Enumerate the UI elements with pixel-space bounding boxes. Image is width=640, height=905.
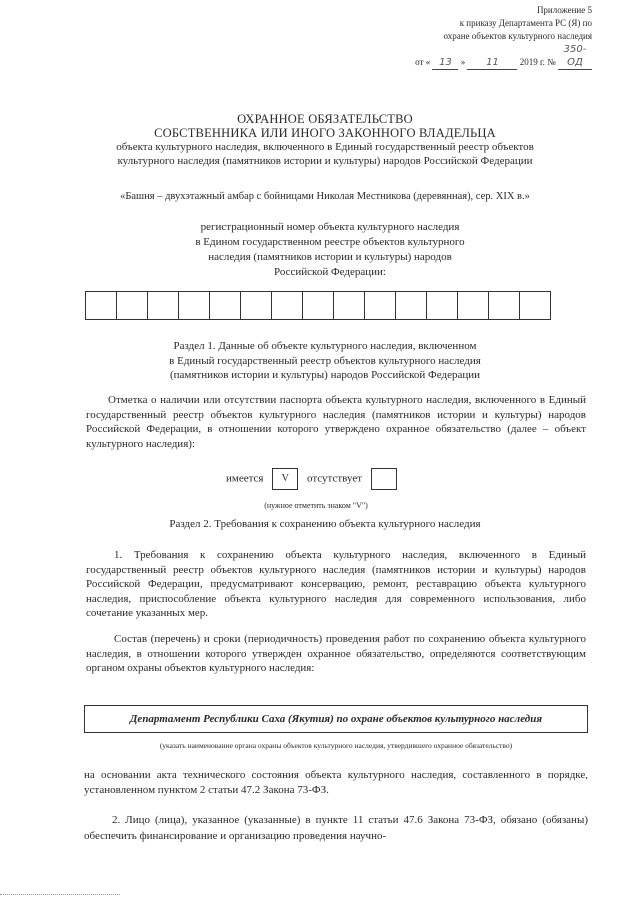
title-line4: культурного наследия (памятников истории и культуры) народов Российской Федерации <box>117 155 533 167</box>
reg-label-line4: Российской Федерации: <box>274 266 386 278</box>
order-number: 350-ОД <box>558 43 592 70</box>
reg-cell[interactable] <box>519 291 551 320</box>
reg-cell[interactable] <box>209 291 241 320</box>
appendix-date-line <box>360 43 592 70</box>
reg-cell[interactable] <box>333 291 365 320</box>
reg-cell[interactable] <box>178 291 210 320</box>
section1-line3: (памятников истории и культуры) народов Российской Федерации <box>169 369 480 381</box>
reg-label-line2: в Едином государственном реестре объектов культурного <box>195 236 465 248</box>
reg-cell[interactable] <box>488 291 520 320</box>
reg-number-label <box>140 220 520 280</box>
passport-choice-row <box>226 468 466 490</box>
section1-heading <box>80 339 570 383</box>
works-paragraph: Состав (перечень) и сроки (периодичность) проведения работ по сохранению объекта культурного наследия, в отношении которого утвержден охранное обязательство, определяются соответствующим органом охраны объектов культурного наследия: <box>86 633 586 674</box>
appendix-line2: к приказу Департамента РС (Я) по <box>459 18 592 28</box>
reg-cell[interactable] <box>240 291 272 320</box>
checkbox-hint: (нужное отметить знаком "V") <box>264 501 368 510</box>
date-mid: » <box>460 57 466 67</box>
section1-line1: Раздел 1. Данные об объекте культурного наследия, включенном <box>173 340 477 352</box>
passport-paragraph: Отметка о наличии или отсутствии паспорта объекта культурного наследия, включенного в Единый государственный реестр объектов культурного наследия (памятников истории и культуры) народов Российской Федерации, в отношении которого утверждено охранное обязательство (далее – объект культурного наследия): <box>86 394 586 450</box>
section1-line2: в Единый государственный реестр объектов культурного наследия <box>169 354 481 367</box>
title-line1: ОХРАННОЕ ОБЯЗАТЕЛЬСТВО <box>237 112 413 126</box>
title-line2: СОБСТВЕННИКА ИЛИ ИНОГО ЗАКОННОГО ВЛАДЕЛЬЦА <box>154 126 496 140</box>
requirements-paragraph: 1. Требования к сохранению объекта культурного наследия, включенного в Единый государственный реестр объектов культурного наследия (памятников истории и культуры) народов Российской Федерации, предусматривают консервацию, ремонт, реставрацию объекта культурного наследия, приспособление объекта культурного наследия для современного использования, либо сочетание указанных мер. <box>86 549 586 619</box>
authority-name-box: Департамент Республики Саха (Якутия) по охране объектов культурного наследия <box>84 705 588 733</box>
reg-cell[interactable] <box>147 291 179 320</box>
basis-paragraph: на основании акта технического состояния объекта культурного наследия, составленного в порядке, установленном пунктом 2 статьи 47.2 Закона 73-ФЗ. <box>84 769 588 796</box>
title-line3: объекта культурного наследия, включенного в Единый государственный реестр объектов <box>116 141 534 153</box>
obligation-paragraph: 2. Лицо (лица), указанное (указанные) в пункте 11 статьи 47.6 Закона 73-ФЗ, обязано (обязаны) обеспечить финансирование и организацию проведения научно- <box>84 814 588 842</box>
reg-cell[interactable] <box>85 291 117 320</box>
reg-cell[interactable] <box>426 291 458 320</box>
reg-label-line1: регистрационный номер объекта культурного наследия <box>200 221 460 233</box>
reg-cell[interactable] <box>457 291 489 320</box>
date-month: 11 <box>467 56 517 70</box>
document-title <box>40 112 610 168</box>
object-name: «Башня – двухэтажный амбар с бойницами Николая Местникова (деревянная), сер. XIX в.» <box>120 191 530 202</box>
date-year: 2019 г. № <box>519 57 556 67</box>
reg-cell[interactable] <box>395 291 427 320</box>
reg-label-line3: наследия (памятников истории и культуры) народов <box>208 251 452 263</box>
absent-checkbox[interactable] <box>371 468 397 490</box>
appendix-block <box>360 4 592 70</box>
absent-label: отсутствует <box>307 472 363 485</box>
reg-cell[interactable] <box>271 291 303 320</box>
reg-cell[interactable] <box>364 291 396 320</box>
section2-heading: Раздел 2. Требования к сохранению объекта культурного наследия <box>169 518 481 530</box>
reg-cell[interactable] <box>302 291 334 320</box>
appendix-line1: Приложение 5 <box>536 5 592 15</box>
date-day: 13 <box>432 56 458 70</box>
date-prefix: от « <box>415 57 431 67</box>
appendix-line3: охране объектов культурного наследия <box>443 31 592 41</box>
has-label: имеется <box>226 472 264 485</box>
reg-number-grid <box>86 291 551 320</box>
reg-cell[interactable] <box>116 291 148 320</box>
has-checkbox[interactable]: V <box>272 468 298 490</box>
authority-hint: (указать наименование органа охраны объектов культурного наследия, утвердившего охранное обязательство) <box>159 741 513 750</box>
scan-edge-line <box>0 894 120 895</box>
